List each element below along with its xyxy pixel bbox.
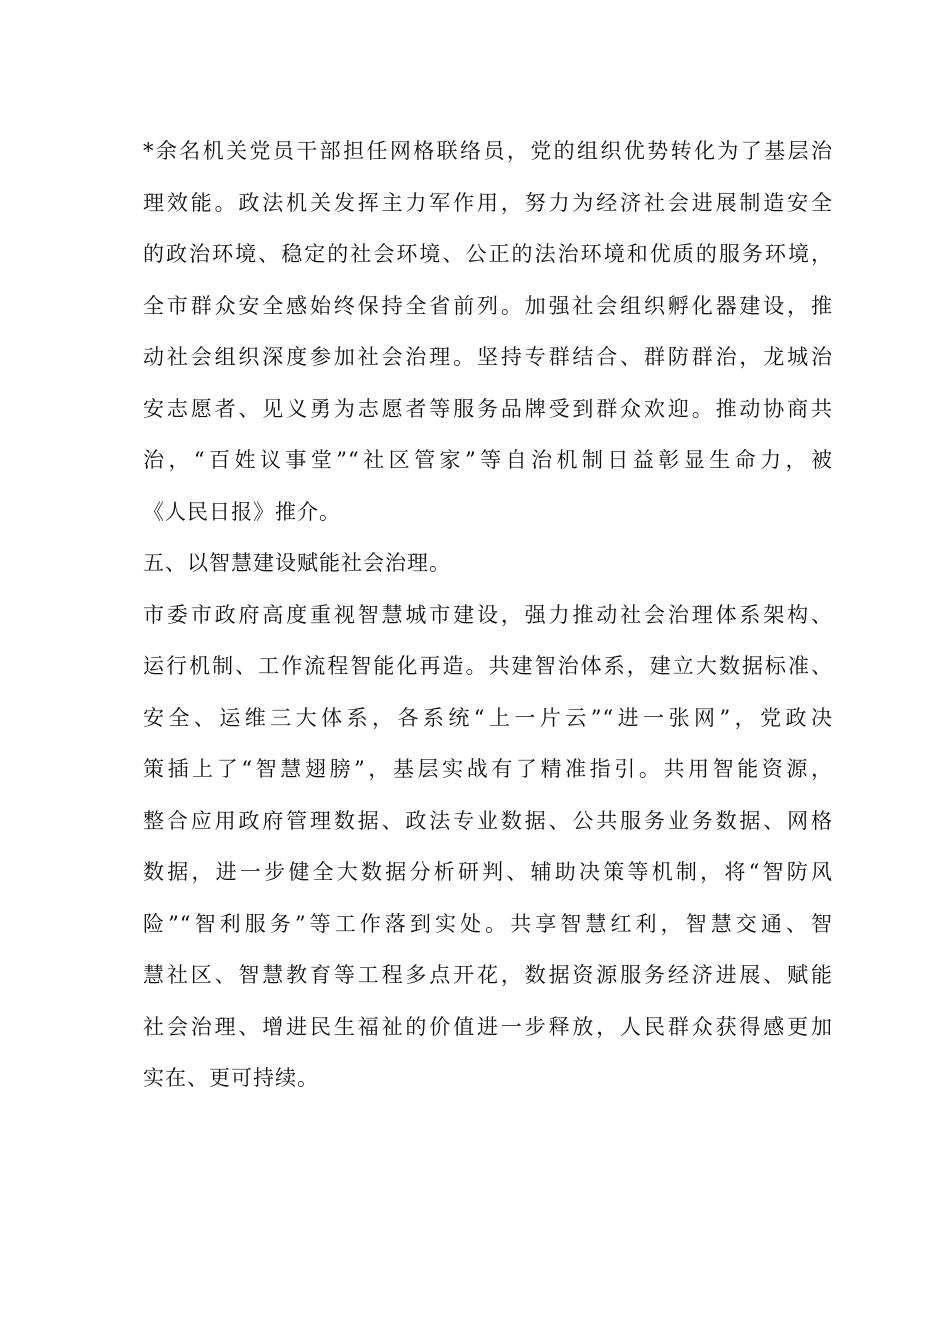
text-line: 理效能。政法机关发挥主力军作用，努力为经济社会进展制造安全 [143,190,833,215]
text-line: 实在、更可持续。 [143,1066,319,1090]
text-line: 安志愿者、见义勇为志愿者等服务品牌受到群众欢迎。推动协商共 [143,396,833,421]
text-line: 运行机制、工作流程智能化再造。共建智治体系，建立大数据标准、 [143,654,833,678]
text-line: 市委市政府高度重视智慧城市建设，强力推动社会治理体系架构、 [143,602,833,627]
text-line: 治，“百姓议事堂”“社区管家”等自治机制日益彰显生命力，被 [143,448,833,472]
text-line: 慧社区、智慧教育等工程多点开花，数据资源服务经济进展、赋能 [143,963,833,987]
text-line: *余名机关党员干部担任网格联络员，党的组织优势转化为了基层治 [143,139,833,163]
section-heading: 五、以智慧建设赋能社会治理。 [143,551,451,575]
text-line: 数据，进一步健全大数据分析研判、辅助决策等机制，将“智防风 [143,860,833,884]
text-line: 社会治理、增进民生福祉的价值进一步释放，人民群众获得感更加 [143,1014,833,1039]
text-line: 动社会组织深度参加社会治理。坚持专群结合、群防群治，龙城治 [143,345,833,369]
text-line: 的政治环境、稳定的社会环境、公正的法治环境和优质的服务环境， [143,242,833,266]
text-line: 险”“智利服务”等工作落到实处。共享智慧红利，智慧交通、智 [143,911,833,936]
text-line: 全市群众安全感始终保持全省前列。加强社会组织孵化器建设，推 [143,293,833,318]
text-line: 《人民日报》推介。 [143,499,341,524]
text-line: 安全、运维三大体系，各系统“上一片云”“进一张网”，党政决 [143,705,833,730]
body-text [143,126,833,1105]
text-line: 策插上了“智慧翅膀”，基层实战有了精准指引。共用智能资源， [143,757,833,781]
text-line: 整合应用政府管理数据、政法专业数据、公共服务业务数据、网格 [143,808,833,833]
